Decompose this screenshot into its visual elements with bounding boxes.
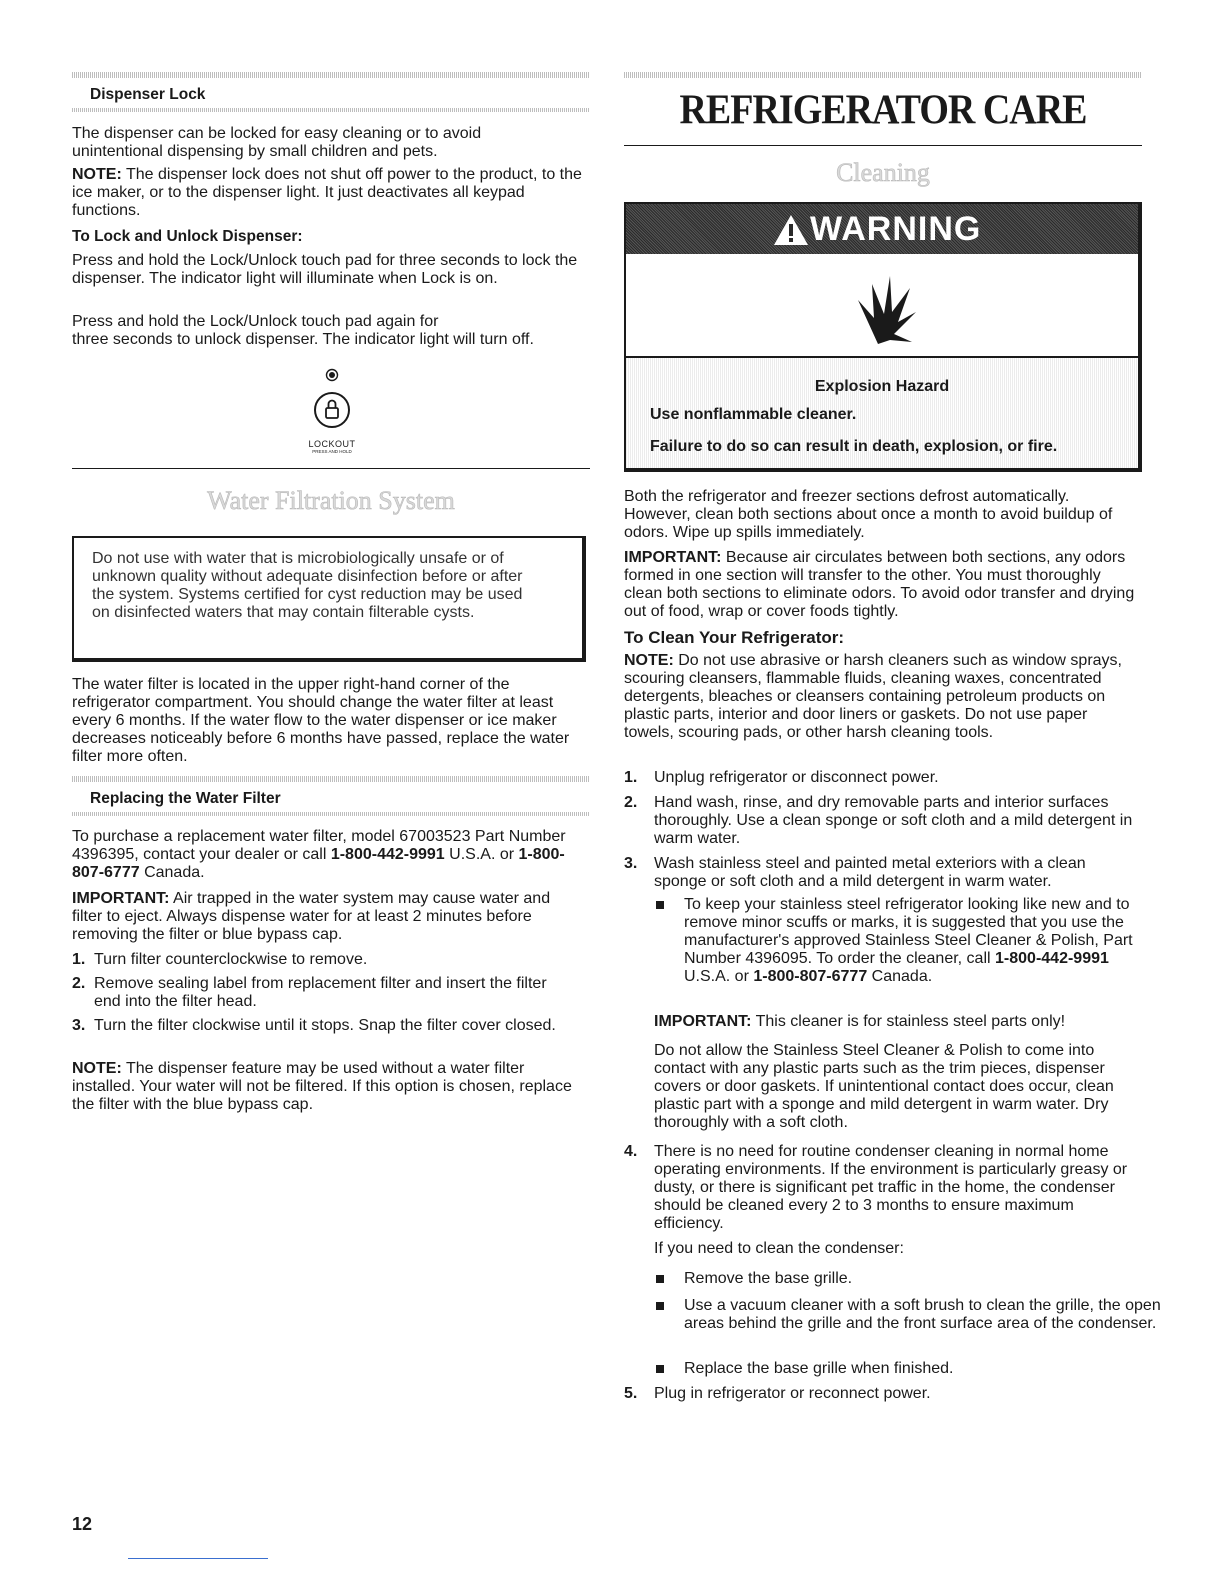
note-text: The dispenser lock does not shut off power to the product, to the ice maker, or to the dispenser light. It just deactivates all keypad functions. <box>72 166 582 219</box>
list-item <box>72 1017 572 1035</box>
filter-location-text: The water filter is located in the upper right-hand corner of the refrigerator compartment. You should change the water filter at least every 6 months. If the water flow to the water dispenser or ice maker decreases noticeably before 6 months have passed, replace the water filter more often. <box>72 676 570 765</box>
cleaning-intro: Both the refrigerator and freezer sections defrost automatically. However, clean both sections about once a month to avoid buildup of odors. Wipe up spills immediately. <box>624 488 1113 541</box>
step-number: 1. <box>72 951 86 968</box>
note-label: NOTE: <box>624 652 674 669</box>
purchase-text: U.S.A. or <box>444 846 519 863</box>
step-text: Remove sealing label from replacement filter and insert the filter end into the filter head. <box>94 975 547 1010</box>
step-text: Turn the filter clockwise until it stops. Snap the filter cover closed. <box>94 1017 556 1034</box>
step-text: Hand wash, rinse, and dry removable parts and interior surfaces thoroughly. Use a clean sponge or soft cloth and a mild detergent in warm water. <box>654 794 1133 847</box>
lock-unlock-heading: To Lock and Unlock Dispenser: <box>72 228 303 245</box>
section-bar <box>624 72 1142 78</box>
warning-box <box>624 202 1142 472</box>
important-text: This cleaner is for stainless steel parts only! <box>751 1013 1066 1030</box>
divider <box>624 145 1142 146</box>
dispenser-lock-heading: Dispenser Lock <box>90 86 206 103</box>
purchase-text: To purchase a replacement water filter, model 67003523 Part Number 4396395, contact your dealer or call <box>72 828 566 863</box>
important-text: Air trapped in the water system may cause water and filter to eject. Always dispense water for at least 2 minutes before removing the filter or blue bypass cap. <box>72 890 551 943</box>
hazard-line-2: Failure to do so can result in death, explosion, or fire. <box>650 438 1058 455</box>
important-label: IMPORTANT: <box>72 890 170 907</box>
phone-canada: 1-800-807-6777 <box>72 846 565 881</box>
unlock-line-1: Press and hold the Lock/Unlock touch pad again for <box>72 313 439 330</box>
filter-important <box>72 890 582 944</box>
bullet-text: Remove the base grille. <box>684 1270 853 1287</box>
step-text: Turn filter counterclockwise to remove. <box>94 951 368 968</box>
filter-warning-text: Do not use with water that is microbiologically unsafe or of unknown quality without adequate disinfection before or after the system. Systems certified for cyst reduction may be used on disinfected waters that may contain filterable cysts. <box>92 550 523 621</box>
unlock-line-2: three seconds to unlock dispenser. The indicator light will turn off. <box>72 331 534 348</box>
lockout-sublabel: PRESS AND HOLD <box>312 449 352 454</box>
explosion-icon <box>850 262 920 354</box>
step-number: 2. <box>72 975 86 992</box>
footer-link-underline <box>128 1558 268 1559</box>
purchase-text: Canada. <box>139 864 205 881</box>
hazard-panel <box>626 356 1138 468</box>
step-text: Wash stainless steel and painted metal exteriors with a clean sponge or soft cloth and a mild detergent in warm water. <box>654 855 1086 890</box>
warning-word: WARNING <box>810 210 982 248</box>
bullet-icon <box>656 1275 664 1283</box>
phone-usa: 1-800-442-9991 <box>330 846 445 863</box>
lockout-label: LOCKOUT <box>308 439 356 449</box>
list-item <box>72 975 572 1011</box>
note-label: NOTE: <box>72 166 122 183</box>
page-number: 12 <box>72 1514 93 1534</box>
filter-note <box>72 1060 577 1114</box>
section-bar <box>72 812 590 816</box>
filter-warning-box <box>72 536 586 662</box>
list-item <box>654 1297 1172 1333</box>
section-bar <box>72 108 590 112</box>
step-text: There is no need for routine condenser cleaning in normal home operating environments. If the environment is particularly greasy or dusty, or there is significant pet traffic in the home, the condenser should be cleaned every 2 to 3 months to ensure maximum efficiency. <box>654 1143 1128 1232</box>
list-item <box>654 1360 1154 1378</box>
condenser-intro: If you need to clean the condenser: <box>654 1240 904 1257</box>
list-item: 3. Wash stainless steel and painted metal exteriors with a clean sponge or soft cloth and a mild detergent in warm water. <box>624 855 1086 890</box>
important-text: Because air circulates between both sections, any odors formed in one section will transfer to the other. You must thoroughly clean both sections to eliminate odors. To avoid odor transfer and drying out of food, wrap or cover foods tightly. <box>624 549 1135 620</box>
bullet-text: Canada. <box>867 968 933 985</box>
lockout-pad <box>304 366 360 458</box>
list-item: 5. Plug in refrigerator or reconnect power. <box>624 1385 931 1402</box>
section-bar <box>72 72 590 78</box>
filter-steps <box>72 951 572 1035</box>
lockout-icon <box>304 366 360 434</box>
dispenser-lock-note <box>72 166 590 220</box>
water-filtration-title: Water Filtration System <box>207 486 455 515</box>
phone-canada: 1-800-807-6777 <box>753 968 868 985</box>
cleaning-important <box>624 549 1136 621</box>
bullet-icon <box>656 1365 664 1373</box>
cleaning-title: Cleaning <box>836 158 930 187</box>
clean-refrigerator-heading: To Clean Your Refrigerator: <box>624 628 845 647</box>
step-text: Unplug refrigerator or disconnect power. <box>654 769 939 786</box>
list-item <box>654 896 1134 986</box>
bullet-text: To keep your stainless steel refrigerator looking like new and to remove minor scuffs or marks, it is suggested that you use the manufacturer's approved Stainless Steel Cleaner & Polish, Part Number 4396095. To order the cleaner, call <box>684 896 1133 967</box>
warning-triangle-icon <box>772 213 810 247</box>
page-title: REFRIGERATOR CARE <box>679 86 1087 134</box>
step-number: 3. <box>72 1017 86 1034</box>
bullet-text: U.S.A. or <box>684 968 754 985</box>
list-item: 2. Hand wash, rinse, and dry removable parts and interior surfaces thoroughly. Use a clean sponge or soft cloth and a mild detergent in warm water. <box>624 794 1133 847</box>
note-text: Do not use abrasive or harsh cleaners such as window sprays, scouring cleansers, flammable fluids, cleaning waxes, concentrated detergents, bleaches or cleansers containing petroleum products on plastic parts, interior and door liners or gaskets. Do not use paper towels, scouring pads, or other harsh cleaning tools. <box>624 652 1122 741</box>
hazard-line-1: Use nonflammable cleaner. <box>650 406 857 423</box>
cleaning-note <box>624 652 1136 742</box>
stainless-caution: Do not allow the Stainless Steel Cleaner & Polish to come into contact with any plastic parts such as the trim pieces, dispenser covers or door gaskets. If unintentional contact does occur, clean plastic part with a sponge and mild detergent in warm water. Dry thoroughly with a soft cloth. <box>654 1042 1114 1131</box>
bullet-text: Replace the base grille when finished. <box>684 1360 954 1377</box>
note-label: NOTE: <box>72 1060 122 1077</box>
lock-instructions: Press and hold the Lock/Unlock touch pad for three seconds to lock the dispenser. The indicator light will illuminate when Lock is on. <box>72 252 578 287</box>
note-text: The dispenser feature may be used without a water filter installed. Your water will not be filtered. If this option is chosen, replace the filter with the blue bypass cap. <box>72 1060 572 1113</box>
bullet-icon <box>656 1302 664 1310</box>
hazard-title: Explosion Hazard <box>814 378 950 395</box>
list-item <box>72 951 572 969</box>
stainless-important <box>654 1013 1134 1031</box>
list-item: 4. There is no need for routine condenser cleaning in normal home operating environments. If the environment is particularly greasy or dusty, or there is significant pet traffic in the home, the condenser should be cleaned every 2 to 3 months to ensure maximum efficiency. <box>624 1143 1128 1232</box>
step-text: Plug in refrigerator or reconnect power. <box>654 1385 931 1402</box>
important-label: IMPORTANT: <box>654 1013 752 1030</box>
dispenser-lock-intro: The dispenser can be locked for easy cleaning or to avoid unintentional dispensing by small children and pets. <box>72 125 482 160</box>
divider <box>72 468 590 469</box>
purchase-filter-text <box>72 828 572 882</box>
warning-banner <box>626 204 1138 254</box>
important-label: IMPORTANT: <box>624 549 722 566</box>
bullet-icon <box>656 901 664 909</box>
section-bar <box>72 776 590 782</box>
list-item: 1. Unplug refrigerator or disconnect power. <box>624 769 939 786</box>
replacing-filter-heading: Replacing the Water Filter <box>90 790 281 807</box>
bullet-text: Use a vacuum cleaner with a soft brush to clean the grille, the open areas behind the grille and the front surface area of the condenser. <box>684 1297 1161 1332</box>
list-item <box>654 1270 1154 1288</box>
phone-usa: 1-800-442-9991 <box>995 950 1109 967</box>
